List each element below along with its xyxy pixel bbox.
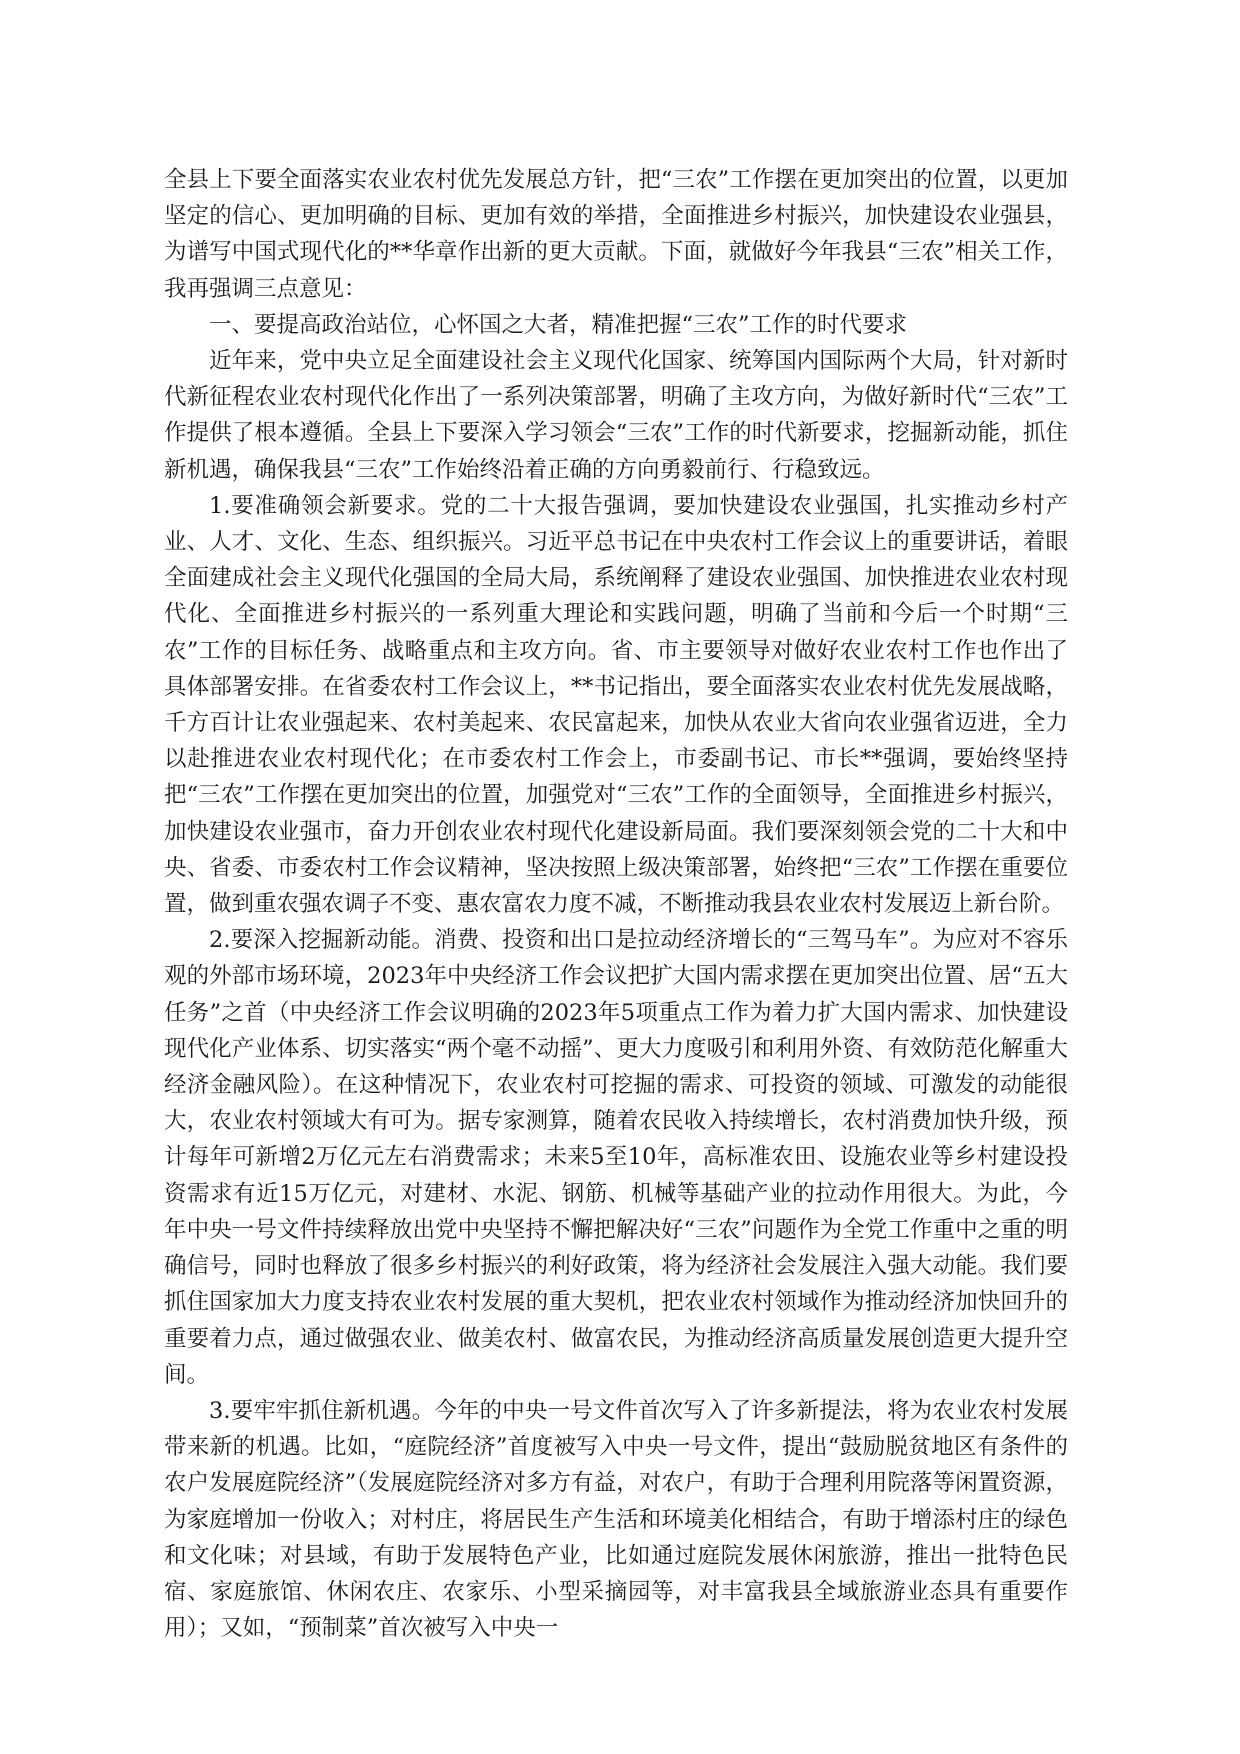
point-2-paragraph: 2.要深入挖掘新动能。消费、投资和出口是拉动经济增长的“三驾马车”。为应对不容乐观的外部市场环境，2023年中央经济工作会议把扩大国内需求摆在更加突出位置、居“五大任务”之首（中央经济工作会议明确的2023年5项重点工作为着力扩大国内需求、加快建设现代化产业体系、切实落实“两个毫不动摇”、更大力度吸引和利用外资、有效防范化解重大经济金融风险）。在这种情况下，农业农村可挖掘的需求、可投资的领域、可激发的动能很大，农业农村领域大有可为。据专家测算，随着农民收入持续增长，农村消费加快升级，预计每年可新增2万亿元左右消费需求；未来5至10年，高标准农田、设施农业等乡村建设投资需求有近15万亿元，对建材、水泥、钢筋、机械等基础产业的拉动作用很大。为此，今年中央一号文件持续释放出党中央坚持不懈把解决好“三农”问题作为全党工作重中之重的明确信号，同时也释放了很多乡村振兴的利好政策，将为经济社会发展注入强大动能。我们要抓住国家加大力度支持农业农村发展的重大契机，把农业农村领域作为推动经济加快回升的重要着力点，通过做强农业、做美农村、做富农民，为推动经济高质量发展创造更大提升空间。 bbox=[164, 927, 1068, 1388]
point-3-paragraph: 3.要牢牢抓住新机遇。今年的中央一号文件首次写入了许多新提法，将为农业农村发展带来新的机遇。比如，“庭院经济”首度被写入中央一号文件，提出“鼓励脱贫地区有条件的农户发展庭院经济”（发展庭院经济对多方有益，对农户，有助于合理利用院落等闲置资源，为家庭增加一份收入；对村庄，将居民生产生活和环境美化相结合，有助于增添村庄的绿色和文化味；对县域，有助于发展特色产业，比如通过庭院发展休闲旅游，推出一批特色民宿、家庭旅馆、休闲农庄、农家乐、小型采摘园等，对丰富我县全域旅游业态具有重要作用）；又如，“预制菜”首次被写入中央一 bbox=[164, 1397, 1068, 1642]
body-paragraph: 近年来，党中央立足全面建设社会主义现代化国家、统筹国内国际两个大局，针对新时代新征程农业农村现代化作出了一系列决策部署，明确了主攻方向，为做好新时代“三农”工作提供了根本遵循。全县上下要深入学习领会“三农”工作的时代新要求，挖掘新动能，抓住新机遇，确保我县“三农”工作始终沿着正确的方向勇毅前行、行稳致远。 bbox=[164, 348, 1068, 483]
document-body bbox=[164, 162, 1068, 1646]
intro-paragraph: 全县上下要全面落实农业农村优先发展总方针，把“三农”工作摆在更加突出的位置，以更加坚定的信心、更加明确的目标、更加有效的举措，全面推进乡村振兴，加快建设农业强县，为谱写中国式现代化的**华章作出新的更大贡献。下面，就做好今年我县“三农”相关工作，我再强调三点意见： bbox=[164, 167, 1068, 302]
point-1-paragraph: 1.要准确领会新要求。党的二十大报告强调，要加快建设农业强国，扎实推动乡村产业、人才、文化、生态、组织振兴。习近平总书记在中央农村工作会议上的重要讲话，着眼全面建成社会主义现代化强国的全局大局，系统阐释了建设农业强国、加快推进农业农村现代化、全面推进乡村振兴的一系列重大理论和实践问题，明确了当前和今后一个时期“三农”工作的目标任务、战略重点和主攻方向。省、市主要领导对做好农业农村工作也作出了具体部署安排。在省委农村工作会议上，**书记指出，要全面落实农业农村优先发展战略，千方百计让农业强起来、农村美起来、农民富起来，加快从农业大省向农业强省迈进，全力以赴推进农业农村现代化；在市委农村工作会上，市委副书记、市长**强调，要始终坚持把“三农”工作摆在更加突出的位置，加强党对“三农”工作的全面领导，全面推进乡村振兴，加快建设农业强市，奋力开创农业农村现代化建设新局面。我们要深刻领会党的二十大和中央、省委、市委农村工作会议精神，坚决按照上级决策部署，始终把“三农”工作摆在重要位置，做到重农强农调子不变、惠农富农力度不减，不断推动我县农业农村发展迈上新台阶。 bbox=[164, 492, 1068, 918]
section-heading-1: 一、要提高政治站位，心怀国之大者，精准把握“三农”工作的时代要求 bbox=[209, 311, 908, 338]
